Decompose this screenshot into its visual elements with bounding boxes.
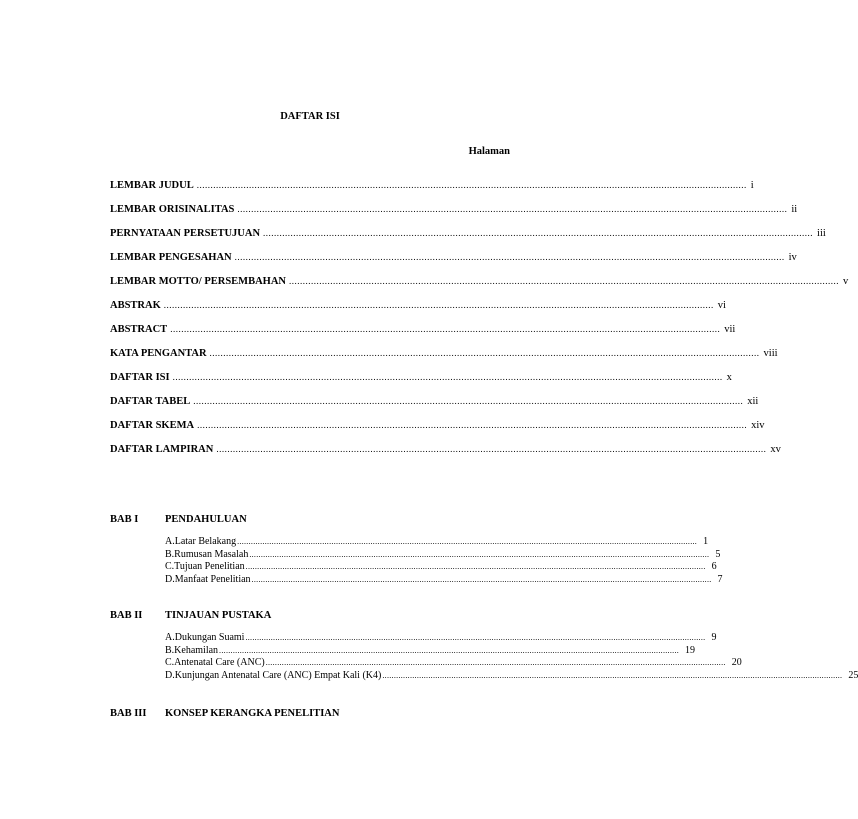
- section-letter: A.: [165, 536, 175, 547]
- toc-entry-label: DAFTAR SKEMA: [110, 420, 195, 431]
- toc-entry: [110, 444, 781, 468]
- toc-entry-label: PERNYATAAN PERSETUJUAN: [110, 228, 261, 239]
- section-title: Manfaat Penelitian: [174, 573, 251, 585]
- dot-leader: ........................................................................................................................................................................................................: [245, 562, 706, 571]
- toc-entry-page: vi: [717, 300, 726, 311]
- section-page: 25: [848, 669, 858, 681]
- toc-entry-page: xv: [770, 444, 781, 455]
- section-entry: [165, 657, 742, 670]
- page-title: DAFTAR ISI: [280, 111, 340, 122]
- dot-leader: ........................................................................................................................................................................................................: [216, 444, 767, 454]
- section-letter: B.: [165, 644, 175, 656]
- front-matter-list: [110, 180, 849, 468]
- toc-entry: [110, 324, 736, 348]
- toc-entry-page: iv: [788, 252, 797, 263]
- toc-entry-label: LEMBAR ORISINALITAS: [110, 204, 235, 215]
- toc-entry-page: vii: [724, 324, 736, 335]
- section-list: [165, 632, 858, 682]
- dot-leader: ........................................................................................................................................................................................................: [245, 633, 706, 642]
- toc-entry: [110, 300, 726, 324]
- dot-leader: ........................................................................................................................................................................................................: [289, 276, 839, 286]
- section-page: 1: [703, 536, 709, 547]
- section-letter: C.: [165, 561, 175, 572]
- dot-leader: ........................................................................................................................................................................................................: [234, 252, 785, 262]
- dot-leader: ........................................................................................................................................................................................................: [265, 658, 726, 667]
- section-page: 19: [685, 644, 696, 656]
- toc-entry-label: ABSTRAK: [110, 300, 161, 311]
- section-entry: [165, 573, 723, 587]
- section-page: 9: [711, 632, 717, 643]
- dot-leader: ........................................................................................................................................................................................................: [263, 228, 814, 238]
- section-letter: D.: [165, 573, 175, 585]
- chapter-heading: [110, 514, 511, 536]
- chapter-block: [110, 514, 723, 586]
- section-entry: [165, 632, 717, 645]
- toc-entry: [110, 252, 797, 276]
- section-list: [165, 536, 723, 586]
- section-title: Antenatal Care (ANC): [174, 657, 265, 668]
- toc-entry-label: LEMBAR MOTTO/ PERSEMBAHAN: [110, 276, 286, 287]
- section-entry: [165, 548, 721, 562]
- section-letter: D.: [165, 669, 175, 681]
- dot-leader: ........................................................................................................................................................................................................: [193, 396, 744, 406]
- dot-leader: ........................................................................................................................................................................................................: [209, 348, 760, 358]
- chapter-title: KONSEP KERANGKA PENELITIAN: [165, 708, 340, 719]
- section-entry: [165, 561, 717, 574]
- toc-entry-label: ABSTRACT: [110, 324, 168, 335]
- section-letter: A.: [165, 632, 175, 643]
- dot-leader: ........................................................................................................................................................................................................: [172, 372, 723, 382]
- dot-leader: ........................................................................................................................................................................................................: [251, 574, 712, 584]
- section-title: Kehamilan: [174, 644, 219, 656]
- chapter-block: [110, 610, 858, 682]
- chapter-number: BAB III: [110, 708, 147, 719]
- dot-leader: ........................................................................................................................................................................................................: [170, 324, 721, 334]
- toc-entry-page: i: [750, 180, 754, 191]
- toc-entry-page: iii: [817, 228, 826, 239]
- toc-entry: [110, 372, 732, 396]
- section-letter: B.: [165, 548, 175, 560]
- section-page: 6: [711, 561, 717, 572]
- chapter-title: TINJAUAN PUSTAKA: [165, 610, 272, 621]
- dot-leader: ........................................................................................................................................................................................................: [219, 645, 680, 655]
- toc-entry-page: viii: [763, 348, 778, 359]
- chapter-heading: [110, 708, 511, 730]
- toc-entry-page: xii: [747, 396, 759, 407]
- section-letter: C.: [165, 657, 175, 668]
- section-entry: [165, 536, 709, 549]
- chapter-number: BAB I: [110, 514, 139, 525]
- toc-entry-label: LEMBAR PENGESAHAN: [110, 252, 232, 263]
- toc-entry: [110, 396, 759, 420]
- toc-entry-page: x: [726, 372, 732, 383]
- section-title: Latar Belakang: [174, 536, 237, 547]
- toc-entry: [110, 180, 754, 204]
- section-title: Rumusan Masalah: [174, 548, 249, 560]
- dot-leader: ........................................................................................................................................................................................................: [163, 300, 714, 310]
- section-entry: [165, 669, 858, 683]
- toc-entry: [110, 276, 849, 300]
- section-title: Dukungan Suami: [174, 632, 245, 643]
- section-title: Tujuan Penelitian: [174, 561, 245, 572]
- section-title: Kunjungan Antenatal Care (ANC) Empat Kali (K4): [174, 669, 382, 681]
- dot-leader: ........................................................................................................................................................................................................: [237, 537, 698, 546]
- chapter-heading: [110, 610, 511, 632]
- toc-entry-page: v: [843, 276, 849, 287]
- dot-leader: ........................................................................................................................................................................................................: [249, 549, 710, 559]
- toc-entry-label: LEMBAR JUDUL: [110, 180, 194, 191]
- dot-leader: ........................................................................................................................................................................................................: [197, 420, 748, 430]
- dot-leader: ........................................................................................................................................................................................................: [237, 204, 788, 214]
- dot-leader: ........................................................................................................................................................................................................: [382, 670, 843, 680]
- section-entry: [165, 644, 696, 658]
- toc-entry: [110, 348, 778, 372]
- chapter-title: PENDAHULUAN: [165, 514, 247, 525]
- section-page: 20: [731, 657, 742, 668]
- toc-entry: [110, 420, 765, 444]
- toc-entry: [110, 204, 798, 228]
- toc-entry-page: ii: [791, 204, 798, 215]
- chapter-block: [110, 708, 511, 730]
- dot-leader: ........................................................................................................................................................................................................: [196, 180, 747, 190]
- section-page: 7: [717, 573, 723, 585]
- toc-entry-page: xiv: [751, 420, 765, 431]
- page-column-header: Halaman: [468, 146, 510, 157]
- chapter-number: BAB II: [110, 610, 143, 621]
- toc-entry-label: DAFTAR LAMPIRAN: [110, 444, 214, 455]
- toc-entry-label: KATA PENGANTAR: [110, 348, 207, 359]
- toc-entry: [110, 228, 826, 252]
- toc-entry-label: DAFTAR TABEL: [110, 396, 191, 407]
- toc-entry-label: DAFTAR ISI: [110, 372, 170, 383]
- section-page: 5: [715, 548, 721, 560]
